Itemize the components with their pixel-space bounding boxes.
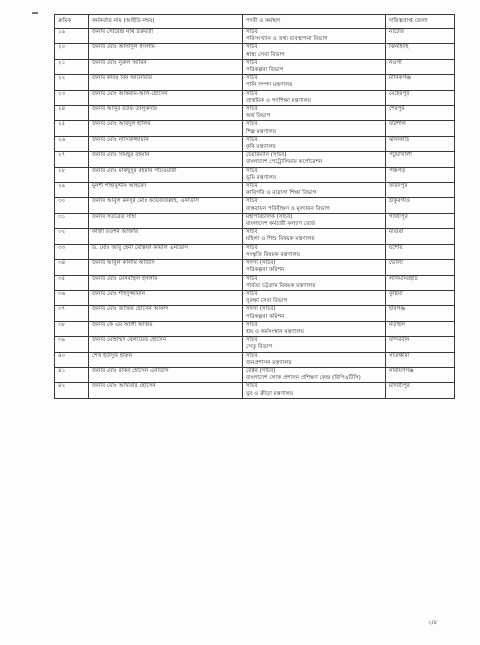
table-header-row: [55, 15, 455, 29]
officer-name-cell: জনাব মোঃ মেসবাহুল ইসলাম: [89, 275, 243, 290]
table-body: [55, 29, 455, 399]
designation-title: সচিব: [246, 383, 258, 390]
district-cell: শেরপুর: [386, 106, 455, 121]
officer-name-cell: জনাব মোঃ আবদুল হালিম: [89, 121, 243, 136]
serial-cell: ৩৪: [55, 260, 89, 275]
table-row: [55, 90, 455, 105]
serial-cell: ১৯: [55, 29, 89, 44]
workplace: মহিলা ও শিশু বিষয়ক মন্ত্রণালয়: [246, 236, 315, 243]
serial-cell: ৩৮: [55, 321, 89, 336]
table-row: [55, 29, 455, 44]
serial-cell: ৩৫: [55, 275, 89, 290]
serial-cell: ২৬: [55, 136, 89, 151]
district-cell: পটুয়াখালী: [386, 152, 455, 167]
designation-title: চেয়ারম্যান (সচিব): [246, 152, 287, 159]
officer-name-cell: জনাব আব্দুর রউফ তালুকদার: [89, 106, 243, 121]
designation-cell: [243, 244, 386, 259]
designation-cell: [243, 275, 386, 290]
officer-name-cell: জনাব সৌরেন্দ্র নাথ চক্রবর্তী: [89, 29, 243, 44]
workplace: শ্রম ও কর্মসংস্থান মন্ত্রণালয়: [246, 328, 304, 335]
district-cell: মানিকগঞ্জ: [386, 75, 455, 90]
designation-title: সদস্য (সচিব): [246, 260, 276, 267]
district-cell: নড়াইল: [386, 321, 455, 336]
officer-name-cell: জনাব মোঃ আসাদুল ইসলাম: [89, 44, 243, 59]
district-cell: বান্দরবান: [386, 337, 455, 352]
table-row: [55, 106, 455, 121]
designation-title: সচিব: [246, 121, 258, 128]
designation-title: সচিব: [246, 244, 258, 251]
district-cell: নারায়ণগঞ্জ: [386, 367, 455, 382]
district-cell: নওগাঁ: [386, 59, 455, 74]
designation-title: সচিব: [246, 136, 258, 143]
designation-title: সচিব: [246, 44, 258, 51]
table-row: [55, 321, 455, 336]
designation-title: সচিব: [246, 29, 258, 35]
designation-cell: [243, 152, 386, 167]
workplace: বাংলাদেশ পেট্রোলিয়াম কর্পোরেশন: [246, 159, 323, 166]
officer-name-cell: শেখ ইউসুফ হারুন: [89, 352, 243, 367]
designation-cell: [243, 290, 386, 305]
table-row: [55, 183, 455, 198]
header-officer-name: কর্মকর্তার নাম (আইডি নম্বর): [89, 15, 243, 29]
workplace: যুব ও ক্রীড়া মন্ত্রণালয়: [246, 390, 294, 397]
workplace: জনপ্রশাসন মন্ত্রণালয়: [246, 359, 292, 366]
workplace: সেতু বিভাগ: [246, 344, 273, 351]
district-cell: বরিশাল: [386, 121, 455, 136]
district-cell: ঠাকুরগাঁও: [386, 198, 455, 213]
serial-cell: ২৪: [55, 106, 89, 121]
district-cell: মাদারীপুর: [386, 383, 455, 398]
workplace: পানি সম্পদ মন্ত্রণালয়: [246, 82, 293, 89]
serial-cell: ২২: [55, 75, 89, 90]
officer-district-table: [54, 14, 455, 399]
designation-cell: [243, 75, 386, 90]
serial-cell: ২৯: [55, 183, 89, 198]
designation-title: রেক্টর (সচিব): [246, 367, 276, 374]
officer-name-cell: জনাব কে এম আলী আজম: [89, 321, 243, 336]
designation-cell: [243, 183, 386, 198]
designation-title: সচিব: [246, 229, 258, 236]
table-row: [55, 367, 455, 382]
designation-cell: [243, 367, 386, 382]
designation-title: সচিব: [246, 198, 258, 205]
district-cell: ঝালকাঠি: [386, 136, 455, 151]
designation-title: সদস্য (সচিব): [246, 306, 276, 313]
designation-title: সচিব: [246, 275, 258, 282]
workplace: পরিকল্পনা বিভাগ: [246, 67, 284, 74]
designation-cell: [243, 167, 386, 182]
serial-cell: ৩৩: [55, 244, 89, 259]
designation-cell: [243, 213, 386, 228]
workplace: পরিকল্পনা কমিশন: [246, 267, 285, 274]
table-row: [55, 213, 455, 228]
designation-cell: [243, 44, 386, 59]
workplace: পার্বত্য চট্টগ্রাম বিষয়ক মন্ত্রণালয়: [246, 282, 316, 289]
workplace: পরিকল্পনা কমিশন: [246, 313, 285, 320]
designation-cell: [243, 198, 386, 213]
designation-cell: [243, 136, 386, 151]
table-row: [55, 136, 455, 151]
workplace: স্বাস্থ্য সেবা বিভাগ: [246, 51, 285, 58]
table-row: [55, 260, 455, 275]
table-row: [55, 290, 455, 305]
designation-cell: [243, 260, 386, 275]
designation-title: সচিব: [246, 321, 258, 328]
officer-name-cell: জনাব আবুল মনসুর মোঃ ফয়েজউল্লাহ, এনডিসি: [89, 198, 243, 213]
header-designation: পদবী ও কর্মস্থল: [243, 15, 386, 29]
district-cell: পঞ্চগড়: [386, 167, 455, 182]
officer-name-cell: জনাব মোঃ আকরাম-আল-হোসেন: [89, 90, 243, 105]
district-cell: ঝিনাইদহ: [386, 44, 455, 59]
serial-cell: ৩২: [55, 229, 89, 244]
officer-name-cell: জনাব মোঃ শহিদুজ্জামান: [89, 290, 243, 305]
designation-cell: [243, 306, 386, 321]
district-cell: কুষ্টিয়া: [386, 290, 455, 305]
table-row: [55, 244, 455, 259]
district-cell: যশোর: [386, 244, 455, 259]
page-number: ২/৪: [428, 620, 438, 626]
workplace: পরিসংখ্যান ও তথ্য ব্যবস্থাপনা বিভাগ: [246, 36, 328, 43]
table-row: [55, 306, 455, 321]
table-row: [55, 383, 455, 398]
scan-mark: [32, 12, 38, 14]
designation-cell: [243, 29, 386, 44]
officer-name-cell: জনাব মোহাম্মদ বেলায়েত হোসেন: [89, 337, 243, 352]
workplace: প্রাথমিক ও গণশিক্ষা মন্ত্রণালয়: [246, 97, 312, 104]
district-cell: গাজীপুর: [386, 213, 455, 228]
table-row: [55, 167, 455, 182]
district-cell: মেহেরপুর: [386, 90, 455, 105]
designation-title: সচিব: [246, 90, 258, 97]
serial-cell: ২০: [55, 44, 89, 59]
officer-name-cell: জনাব মোঃ মাকছুদুর রহমান পাটওয়ারী: [89, 167, 243, 182]
officer-name-cell: ড. মোঃ আবু হেনা মোস্তফা কামাল এনডিসি: [89, 244, 243, 259]
district-cell: লালমনিরহাট: [386, 275, 455, 290]
table-row: [55, 59, 455, 74]
designation-cell: [243, 121, 386, 136]
workplace: শিল্প মন্ত্রণালয়: [246, 128, 277, 135]
designation-cell: [243, 90, 386, 105]
designation-cell: [243, 383, 386, 398]
serial-cell: ৪০: [55, 352, 89, 367]
officer-name-cell: কাজী রওশন আক্তার: [89, 229, 243, 244]
officer-name-cell: জনাব মোঃ রকিব হোসেন এনডিসি: [89, 367, 243, 382]
district-cell: মাগুরা: [386, 229, 455, 244]
serial-cell: ৩৬: [55, 290, 89, 305]
workplace: বাংলাদেশ লোক প্রশাসন প্রশিক্ষণ কেন্দ্র (বিপিএটিসি): [246, 375, 361, 382]
designation-cell: [243, 321, 386, 336]
serial-cell: ২৩: [55, 90, 89, 105]
district-cell: ফরিদপুর: [386, 183, 455, 198]
district-cell: হবিগঞ্জ: [386, 306, 455, 321]
workplace: বাংলাদেশ কর্মচারী কল্যাণ বোর্ড: [246, 221, 315, 228]
designation-cell: [243, 106, 386, 121]
table-row: [55, 44, 455, 59]
officer-name-cell: জনাব আবুল কালাম আজাদ: [89, 260, 243, 275]
designation-title: সচিব: [246, 183, 258, 190]
designation-title: সচিব: [246, 75, 258, 82]
designation-cell: [243, 337, 386, 352]
serial-cell: ৩০: [55, 198, 89, 213]
workplace: কৃষি মন্ত্রণালয়: [246, 144, 276, 151]
header-district: দায়িত্বপ্রাপ্ত জেলা: [386, 15, 455, 29]
officer-name-cell: জনাব মোঃ সামছুর রহমান: [89, 152, 243, 167]
serial-cell: ২১: [55, 59, 89, 74]
district-cell: ভোলা: [386, 260, 455, 275]
designation-title: সচিব: [246, 337, 258, 344]
officer-name-cell: জনাব সত্যব্রত সাহা: [89, 213, 243, 228]
table-row: [55, 198, 455, 213]
officer-name-cell: জনাব মোঃ নাসিরুজ্জামান: [89, 136, 243, 151]
workplace: সুরক্ষা সেবা বিভাগ: [246, 298, 288, 305]
designation-cell: [243, 352, 386, 367]
table-row: [55, 275, 455, 290]
district-cell: সাতক্ষীরা: [386, 352, 455, 367]
district-cell: নাটোর: [386, 29, 455, 44]
serial-cell: ২৮: [55, 167, 89, 182]
table-row: [55, 229, 455, 244]
designation-cell: [243, 229, 386, 244]
serial-cell: ৩৭: [55, 306, 89, 321]
workplace: কারিগরি ও মাদ্রাসা শিক্ষা বিভাগ: [246, 190, 317, 197]
designation-title: সচিব: [246, 290, 258, 297]
serial-cell: ৩১: [55, 213, 89, 228]
designation-title: সচিব: [246, 167, 258, 174]
serial-cell: ২৫: [55, 121, 89, 136]
table-row: [55, 152, 455, 167]
table-row: [55, 337, 455, 352]
designation-title: সচিব: [246, 352, 258, 359]
header-serial: ক্রমিক: [55, 15, 89, 29]
officer-name-cell: জনাব মোঃ নুরুল আমিন: [89, 59, 243, 74]
officer-name-cell: জনাব মোঃ জাকির হোসেন আকন্দ: [89, 306, 243, 321]
table-row: [55, 352, 455, 367]
table-row: [55, 75, 455, 90]
table-row: [55, 121, 455, 136]
serial-cell: ৪১: [55, 367, 89, 382]
designation-cell: [243, 59, 386, 74]
workplace: অর্থ বিভাগ: [246, 113, 271, 120]
officer-name-cell: মুনশী শাহাবুদ্দীন আহমেদ: [89, 183, 243, 198]
workplace: বাস্তবায়ন পরিবীক্ষণ ও মূল্যায়ন বিভাগ: [246, 205, 330, 212]
workplace: ভূমি মন্ত্রণালয়: [246, 174, 277, 181]
designation-title: সচিব: [246, 59, 258, 66]
serial-cell: ৪২: [55, 383, 89, 398]
designation-title: সচিব: [246, 106, 258, 113]
serial-cell: ৩৯: [55, 337, 89, 352]
officer-name-cell: জনাব মোঃ আখতার হোসেন: [89, 383, 243, 398]
designation-title: মহাপরিচালক (সচিব): [246, 213, 293, 220]
serial-cell: ২৭: [55, 152, 89, 167]
officer-name-cell: জনাব কবির বিন আনোয়ার: [89, 75, 243, 90]
workplace: সংস্কৃতি বিষয়ক মন্ত্রণালয়: [246, 251, 300, 258]
